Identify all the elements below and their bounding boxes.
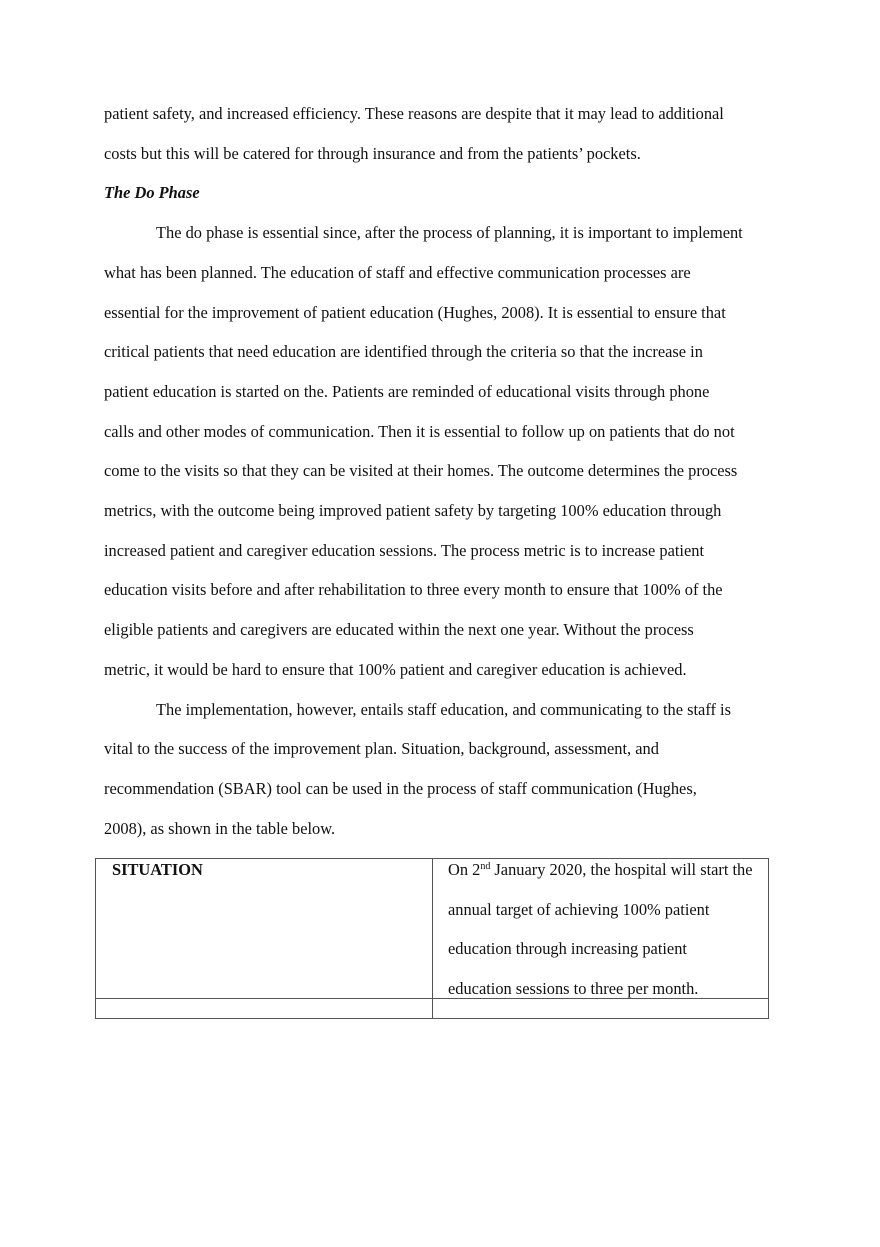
body-line: metric, it would be hard to ensure that 100% patient and caregiver education is achieved. xyxy=(104,660,687,679)
body-line: 2008), as shown in the table below. xyxy=(104,819,336,838)
body-line: costs but this will be catered for through insurance and from the patients’ pockets. xyxy=(104,144,641,163)
body-line: essential for the improvement of patient education (Hughes, 2008). It is essential to ensure that xyxy=(104,303,726,322)
body-line: The do phase is essential since, after the process of planning, it is important to implement xyxy=(156,223,743,242)
body-line: vital to the success of the improvement plan. Situation, background, assessment, and xyxy=(104,739,659,758)
body-line: recommendation (SBAR) tool can be used in the process of staff communication (Hughes, xyxy=(104,779,697,798)
body-line: calls and other modes of communication. Then it is essential to follow up on patients that do not xyxy=(104,422,735,441)
body-line: come to the visits so that they can be visited at their homes. The outcome determines the process xyxy=(104,461,738,480)
body-line: The implementation, however, entails staff education, and communicating to the staff is xyxy=(156,700,731,719)
body-line: what has been planned. The education of staff and effective communication processes are xyxy=(104,263,691,282)
body-line: patient safety, and increased efficiency. These reasons are despite that it may lead to additional xyxy=(104,104,724,123)
sbar-table xyxy=(95,858,769,1019)
body-line: increased patient and caregiver education sessions. The process metric is to increase patient xyxy=(104,541,705,560)
table-column-divider xyxy=(432,859,433,1018)
section-heading: The Do Phase xyxy=(104,183,200,202)
situation-text-line: On 2nd January 2020, the hospital will start the xyxy=(448,860,753,879)
body-line: eligible patients and caregivers are educated within the next one year. Without the process xyxy=(104,620,694,639)
situation-text-line: education sessions to three per month. xyxy=(448,979,699,998)
situation-text-line: annual target of achieving 100% patient xyxy=(448,900,710,919)
situation-text-line: education through increasing patient xyxy=(448,939,687,958)
body-line: metrics, with the outcome being improved patient safety by targeting 100% education through xyxy=(104,501,722,520)
situation-label: SITUATION xyxy=(112,860,203,879)
body-line: education visits before and after rehabilitation to three every month to ensure that 100% of the xyxy=(104,580,723,599)
body-line: critical patients that need education are identified through the criteria so that the increase in xyxy=(104,342,703,361)
body-line: patient education is started on the. Patients are reminded of educational visits through phone xyxy=(104,382,710,401)
